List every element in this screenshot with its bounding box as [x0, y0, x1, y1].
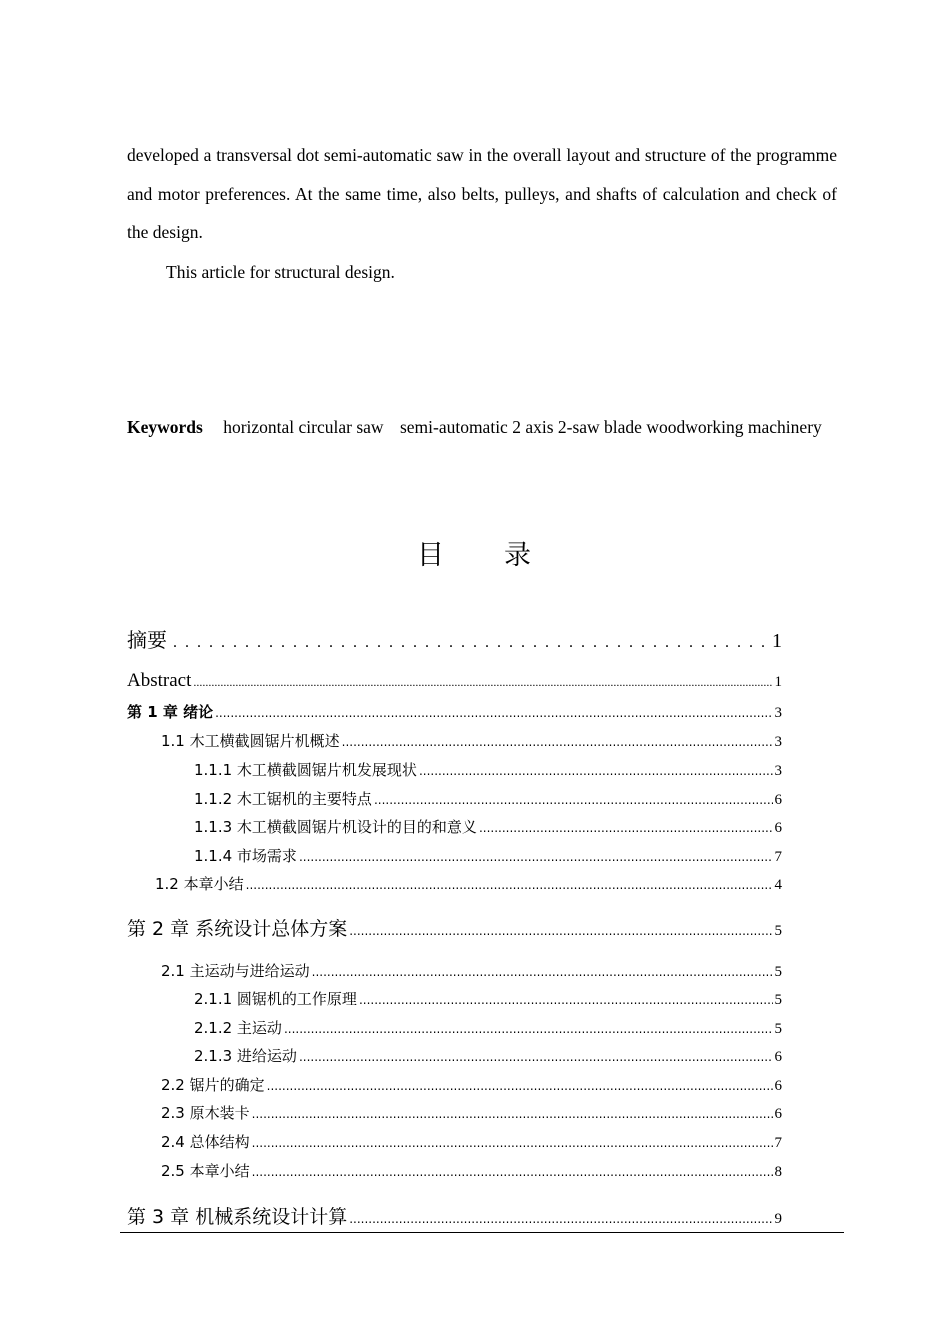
toc-entry-label: 第 3 章 机械系统设计计算: [127, 1206, 348, 1228]
toc-entry-page: 6: [774, 820, 782, 836]
toc-entry-label: 2.1.2 主运动: [194, 1019, 282, 1037]
toc-entry[interactable]: [161, 1074, 782, 1095]
toc-title-char-2: 录: [504, 540, 533, 571]
toc-entry-page: 6: [774, 1049, 782, 1065]
toc-entry[interactable]: [194, 1045, 782, 1066]
toc-entry[interactable]: [161, 1160, 782, 1181]
toc-entry[interactable]: [127, 701, 782, 722]
abstract-paragraph-1: developed a transversal dot semi-automatic saw in the overall layout and structure of the programme and motor preferences. At the same time, also belts, pulleys, and shafts of calculation and check of the design.: [127, 145, 837, 242]
toc-leader: [359, 993, 773, 1007]
toc-entry[interactable]: [127, 1202, 782, 1229]
toc-entry[interactable]: [194, 816, 782, 837]
toc-entry-page: 9: [774, 1211, 782, 1227]
toc-entry-page: 6: [774, 1078, 782, 1094]
toc-leader: [252, 1107, 773, 1121]
toc-entry-label: 2.1.3 进给运动: [194, 1047, 297, 1065]
toc-entry-label: 1.1.3 木工横截圆锯片机设计的目的和意义: [194, 818, 477, 836]
toc-entry-label: 2.3 原木装卡: [161, 1104, 250, 1122]
toc-entry[interactable]: [127, 670, 782, 692]
toc-entry[interactable]: [161, 1131, 782, 1152]
toc-entry[interactable]: [194, 845, 782, 866]
toc-title-char-1: 目: [417, 540, 446, 571]
toc-leader: [267, 1079, 773, 1093]
toc-leader: [342, 735, 773, 749]
toc-leader: [349, 1212, 772, 1226]
toc-entry[interactable]: [194, 759, 782, 780]
toc-entry-page: 8: [774, 1164, 782, 1180]
toc-leader: [299, 850, 773, 864]
toc-entry-page: 4: [774, 877, 782, 893]
toc-entry-label: 1.1.2 木工锯机的主要特点: [194, 790, 372, 808]
toc-entry[interactable]: [194, 1017, 782, 1038]
toc-entry-page: 7: [774, 849, 782, 865]
toc-leader: [252, 1165, 773, 1179]
toc-entry-label: 2.5 本章小结: [161, 1162, 250, 1180]
toc-title: [0, 533, 950, 572]
toc-entry-page: 5: [774, 923, 782, 939]
toc-entry-label: 1.1.4 市场需求: [194, 847, 297, 865]
toc-entry-label: 1.1.1 木工横截圆锯片机发展现状: [194, 761, 417, 779]
toc-entry[interactable]: [127, 914, 782, 941]
toc-entry[interactable]: [194, 788, 782, 809]
toc-leader: [193, 675, 772, 690]
toc-entry[interactable]: [161, 730, 782, 751]
toc-entry[interactable]: [155, 873, 782, 894]
toc-entry-label: 第 2 章 系统设计总体方案: [127, 918, 348, 940]
toc-entry[interactable]: [161, 960, 782, 981]
toc-leader: [299, 1050, 773, 1064]
toc-entry-page: 5: [774, 1021, 782, 1037]
toc-entry[interactable]: [127, 624, 782, 653]
toc-leader: [252, 1136, 773, 1150]
keywords-line: [127, 408, 837, 447]
toc-entry-page: 6: [774, 1106, 782, 1122]
toc-entry-label: 2.2 锯片的确定: [161, 1076, 265, 1094]
keyword-1: horizontal circular saw: [223, 417, 384, 437]
keyword-2: semi-automatic 2 axis 2-saw blade woodworking machinery: [399, 417, 822, 437]
toc-leader: [215, 706, 772, 720]
toc-entry-page: 3: [774, 734, 782, 750]
toc-leader: [374, 793, 773, 807]
toc-entry-label: 1.2 本章小结: [155, 875, 244, 893]
toc-entry-label: 2.1 主运动与进给运动: [161, 962, 310, 980]
toc-leader: [419, 764, 773, 778]
bottom-rule: [120, 1232, 844, 1233]
toc-entry-label: Abstract: [127, 670, 192, 691]
toc-leader: [169, 634, 770, 652]
toc-entry-page: 1: [772, 630, 782, 652]
toc-leader: [479, 821, 773, 835]
toc-entry-label: 2.1.1 圆锯机的工作原理: [194, 990, 357, 1008]
toc-entry-page: 3: [774, 705, 782, 721]
toc-entry-page: 3: [774, 763, 782, 779]
toc-entry-label: 摘要: [127, 628, 167, 652]
toc-entry[interactable]: [194, 988, 782, 1009]
keywords-label: Keywords: [127, 417, 203, 437]
toc-entry-page: 5: [774, 964, 782, 980]
toc-entry-page: 6: [774, 792, 782, 808]
toc-entry-label: 1.1 木工横截圆锯片机概述: [161, 732, 340, 750]
toc-entry-page: 7: [774, 1135, 782, 1151]
toc-entry-label: 第 1 章 绪论: [127, 703, 214, 721]
toc-entry-label: 2.4 总体结构: [161, 1133, 250, 1151]
toc-entry-page: 1: [774, 674, 782, 690]
toc-leader: [349, 924, 772, 938]
toc-entry[interactable]: [161, 1102, 782, 1123]
toc-entry-page: 5: [774, 992, 782, 1008]
abstract-paragraph-2: This article for structural design.: [166, 262, 395, 282]
toc-leader: [284, 1022, 773, 1036]
toc-leader: [246, 878, 773, 892]
toc-leader: [312, 965, 773, 979]
